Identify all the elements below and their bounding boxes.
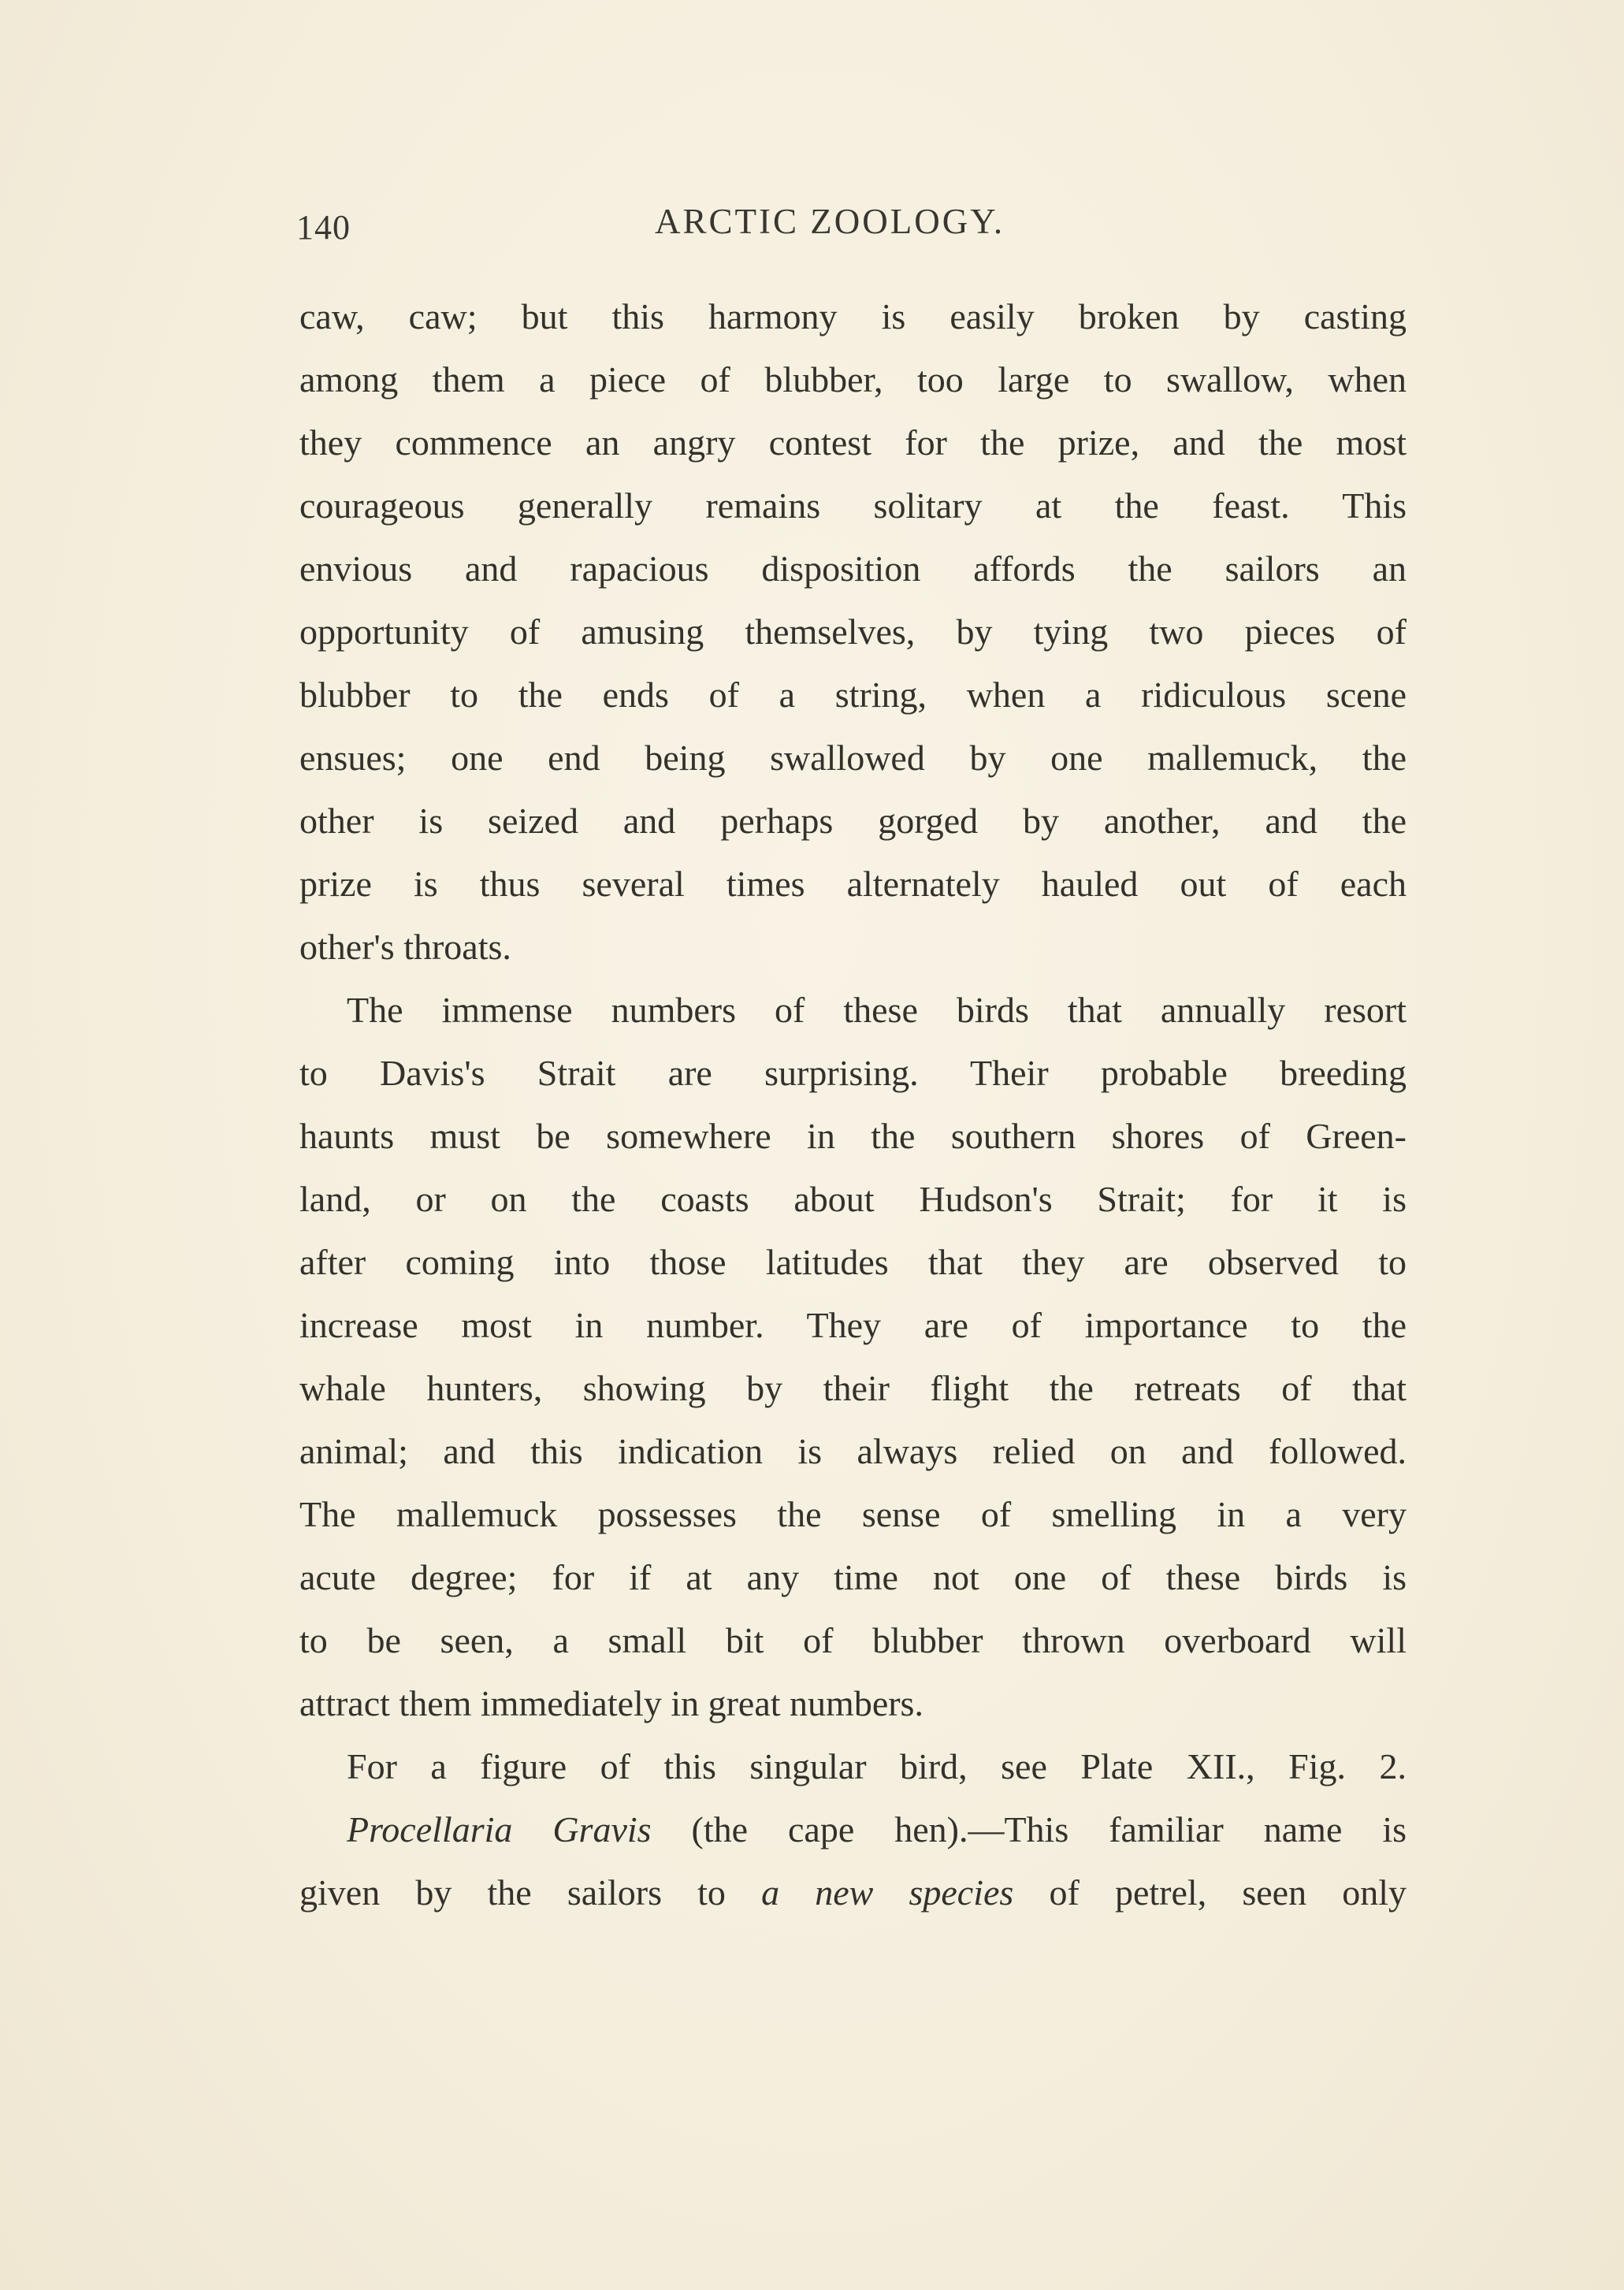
text-line: land, or on the coasts about Hudson's Strait; for it is [299, 1179, 1407, 1219]
text-line: opportunity of amusing themselves, by tying two pieces of [299, 612, 1407, 652]
text-line: The immense numbers of these birds that annually resort [347, 990, 1407, 1030]
text-line: after coming into those latitudes that they are observed to [299, 1242, 1407, 1282]
text-line: other's throats. [299, 927, 511, 967]
paragraph-4 [299, 1798, 1407, 1924]
text-line: For a figure of this singular bird, see Plate XII., Fig. 2. [347, 1746, 1407, 1786]
italic-phrase: a new species [761, 1872, 1014, 1913]
page-number: 140 [296, 208, 351, 247]
text-fragment: of petrel, seen only [1049, 1872, 1407, 1913]
text-line: other is seized and perhaps gorged by another, and the [299, 801, 1407, 841]
text-line: to Davis's Strait are surprising. Their probable breeding [299, 1053, 1407, 1093]
text-line: to be seen, a small bit of blubber thrown overboard will [299, 1620, 1407, 1660]
species-name: Procellaria Gravis [347, 1809, 652, 1849]
text-line: courageous generally remains solitary at the feast. This [299, 485, 1407, 526]
running-title: ARCTIC ZOOLOGY. [655, 202, 1005, 241]
paragraph-3 [299, 1735, 1407, 1798]
text-line: attract them immediately in great numbers. [299, 1683, 923, 1723]
text-line [299, 1861, 1407, 1924]
text-fragment: given by the sailors to [299, 1872, 726, 1913]
text-line: acute degree; for if at any time not one of these birds is [299, 1557, 1407, 1597]
paragraph-1 [299, 285, 1407, 979]
body-text [299, 285, 1407, 1924]
paragraph-2 [299, 979, 1407, 1735]
page-header [296, 201, 1415, 256]
text-line: increase most in number. They are of importance to the [299, 1305, 1407, 1345]
text-line: envious and rapacious disposition affords the sailors an [299, 548, 1407, 589]
text-line: animal; and this indication is always relied on and followed. [299, 1431, 1407, 1471]
text-line: caw, caw; but this harmony is easily broken by casting [299, 296, 1407, 336]
text-line: The mallemuck possesses the sense of smelling in a very [299, 1494, 1407, 1534]
text-line: ensues; one end being swallowed by one mallemuck, the [299, 738, 1407, 778]
text-line: whale hunters, showing by their flight the retreats of that [299, 1368, 1407, 1408]
text-line: among them a piece of blubber, too large to swallow, when [299, 359, 1407, 400]
text-line: they commence an angry contest for the prize, and the most [299, 422, 1407, 463]
text-line: haunts must be somewhere in the southern shores of Green- [299, 1116, 1407, 1156]
text-fragment: (the cape hen).—This familiar name is [691, 1809, 1407, 1849]
text-line: prize is thus several times alternately hauled out of each [299, 864, 1407, 904]
text-line [299, 1798, 1407, 1861]
text-line: blubber to the ends of a string, when a ridiculous scene [299, 675, 1407, 715]
